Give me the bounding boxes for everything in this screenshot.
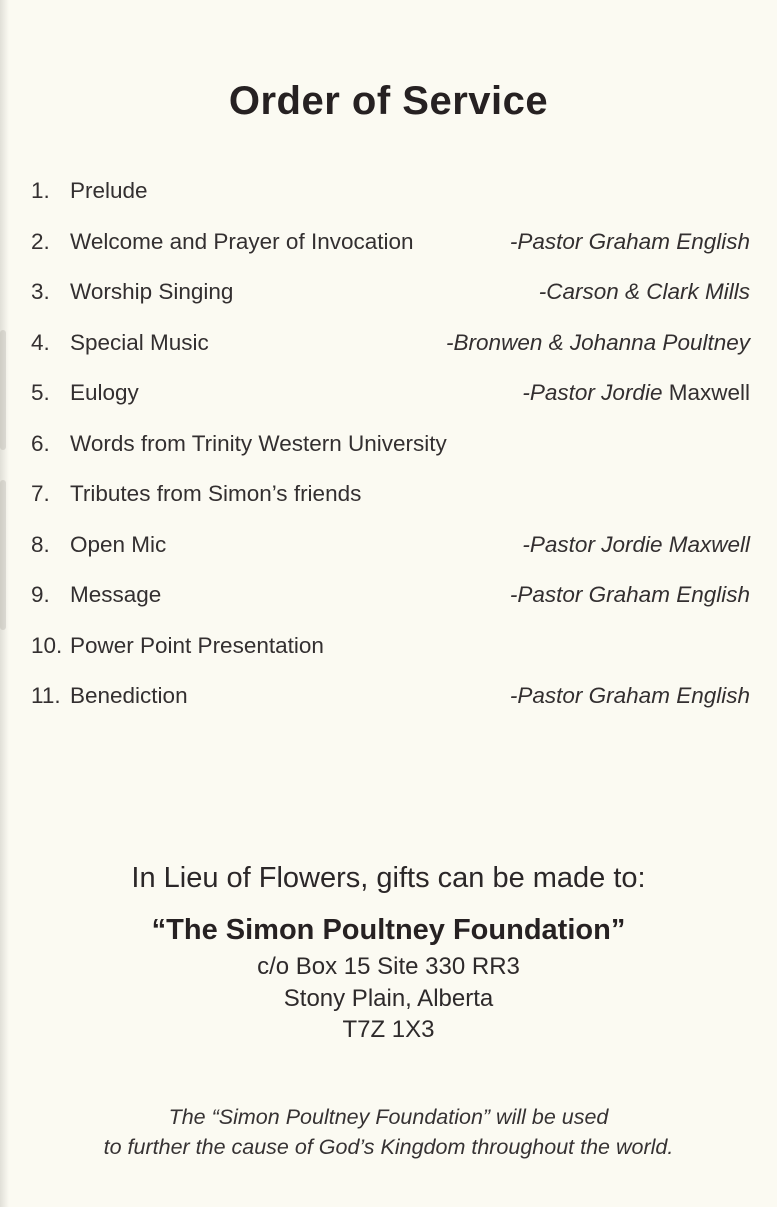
item-presenter <box>522 380 750 406</box>
address-line-3: T7Z 1X3 <box>342 1016 435 1043</box>
service-item <box>31 570 750 621</box>
page-title: Order of Service <box>228 78 549 123</box>
item-presenter: -Pastor Graham English <box>509 228 750 254</box>
address-line-1: c/o Box 15 Site 330 RR3 <box>257 953 520 980</box>
item-presenter-suffix: Maxwell <box>662 380 750 406</box>
item-label: Open Mic <box>70 531 167 557</box>
item-label: Worship Singing <box>70 279 234 305</box>
service-item <box>31 520 750 571</box>
item-label: Eulogy <box>70 380 139 406</box>
memorial-note <box>0 1102 777 1162</box>
service-item <box>31 621 750 672</box>
item-number: 3. <box>31 279 50 305</box>
item-number: 2. <box>31 228 50 254</box>
item-number: 1. <box>31 178 50 204</box>
item-number: 4. <box>31 329 50 355</box>
item-number: 8. <box>31 531 50 557</box>
note-line-1: The “Simon Poultney Foundation” will be used <box>168 1105 609 1129</box>
item-presenter: -Carson & Clark Mills <box>538 279 750 305</box>
item-label: Special Music <box>70 329 209 355</box>
foundation-name: “The Simon Poultney Foundation” <box>151 914 626 946</box>
service-item <box>31 469 750 520</box>
foundation-address <box>0 951 777 1046</box>
service-item <box>31 166 750 217</box>
item-number: 6. <box>31 430 50 456</box>
service-item <box>31 217 750 268</box>
item-presenter: -Bronwen & Johanna Poultney <box>446 329 750 355</box>
item-number: 11. <box>31 683 61 709</box>
item-label: Welcome and Prayer of Invocation <box>70 228 414 254</box>
item-label: Prelude <box>70 178 148 204</box>
service-item <box>31 671 750 722</box>
service-item <box>31 267 750 318</box>
service-item <box>31 368 750 419</box>
memorial-intro: In Lieu of Flowers, gifts can be made to: <box>131 862 646 894</box>
item-number: 9. <box>31 582 50 608</box>
service-item <box>31 419 750 470</box>
item-label: Tributes from Simon’s friends <box>70 481 362 507</box>
service-item <box>31 318 750 369</box>
item-presenter: -Pastor Graham English <box>509 582 750 608</box>
item-label: Benediction <box>70 683 188 709</box>
item-label: Words from Trinity Western University <box>70 430 447 456</box>
item-label: Power Point Presentation <box>70 632 324 658</box>
item-label: Message <box>70 582 162 608</box>
item-presenter-italic: -Pastor Jordie <box>522 380 663 406</box>
note-line-2: to further the cause of God’s Kingdom throughout the world. <box>103 1135 674 1159</box>
item-presenter: -Pastor Jordie Maxwell <box>522 531 750 557</box>
item-number: 10. <box>31 632 63 658</box>
item-presenter: -Pastor Graham English <box>509 683 750 709</box>
item-number: 7. <box>31 481 50 507</box>
item-number: 5. <box>31 380 50 406</box>
address-line-2: Stony Plain, Alberta <box>283 984 494 1012</box>
service-list <box>0 166 777 722</box>
